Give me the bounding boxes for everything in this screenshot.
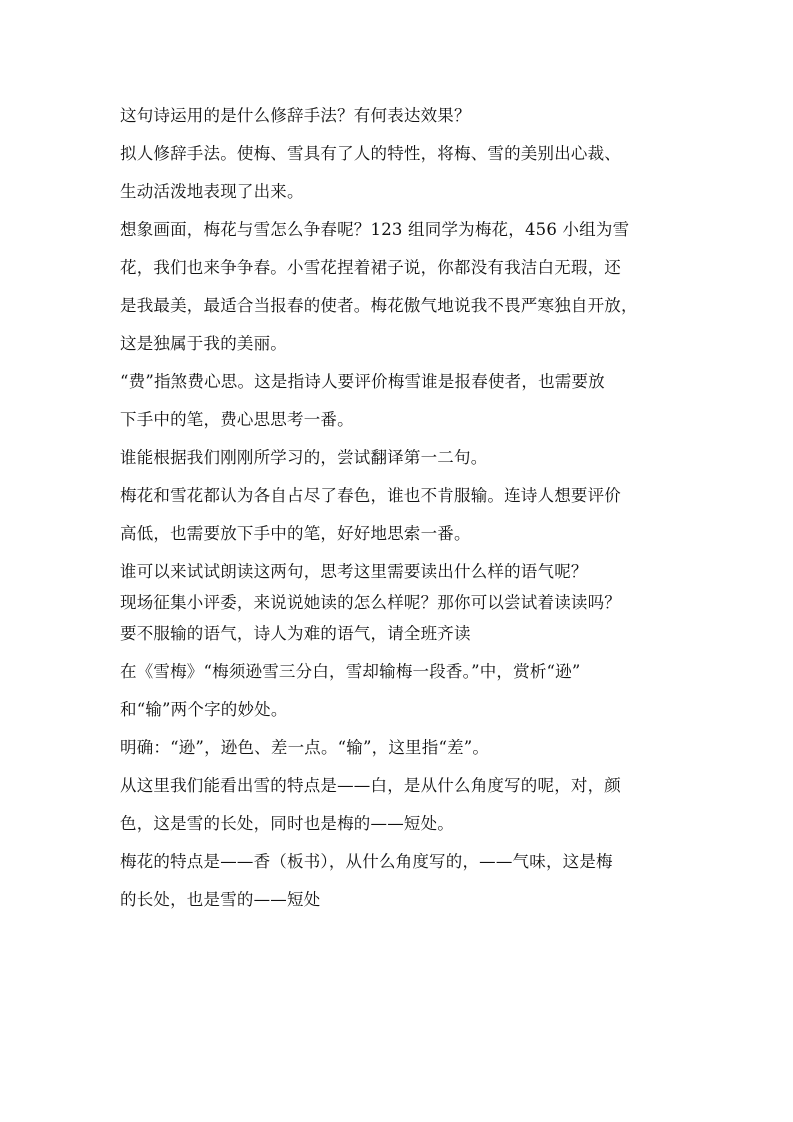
paragraph-line: 谁可以来试试朗读这两句，思考这里需要读出什么样的语气呢？: [120, 562, 588, 581]
paragraph-line: 高低，也需要放下手中的笔，好好地思索一番。: [120, 524, 471, 543]
paragraph-line: 是我最美，最适合当报春的使者。梅花傲气地说我不畏严寒独自开放，: [120, 296, 638, 315]
paragraph-line: 花，我们也来争争春。小雪花捏着裙子说，你都没有我洁白无瑕，还: [120, 258, 621, 277]
paragraph-line: 在《雪梅》“梅须逊雪三分白，雪却输梅一段香。”中，赏析“逊”: [120, 662, 581, 681]
paragraph-line: 的长处，也是雪的——短处: [120, 890, 321, 909]
paragraph-line: 从这里我们能看出雪的特点是——白，是从什么角度写的呢，对，颜: [120, 776, 621, 795]
paragraph-line: 要不服输的语气，诗人为难的语气，请全班齐读: [120, 624, 471, 643]
paragraph-line: 生动活泼地表现了出来。: [120, 182, 304, 201]
paragraph-line: 想象画面，梅花与雪怎么争春呢？123 组同学为梅花，456 小组为雪: [120, 220, 630, 239]
paragraph-line: 拟人修辞手法。使梅、雪具有了人的特性，将梅、雪的美别出心裁、: [120, 144, 621, 163]
paragraph-line: 下手中的笔，费心思思考一番。: [120, 410, 354, 429]
paragraph-line: 梅花的特点是——香（板书），从什么角度写的，——气味，这是梅: [120, 852, 613, 871]
paragraph-line: “费”指煞费心思。这是指诗人要评价梅雪谁是报春使者，也需要放: [120, 372, 605, 391]
paragraph-line: 现场征集小评委，来说说她读的怎么样呢？那你可以尝试着读读吗？: [120, 593, 621, 612]
paragraph-line: 色，这是雪的长处，同时也是梅的——短处。: [120, 814, 454, 833]
paragraph-line: 这句诗运用的是什么修辞手法？有何表达效果？: [120, 106, 471, 125]
paragraph-line: 梅花和雪花都认为各自占尽了春色，谁也不肯服输。连诗人想要评价: [120, 486, 621, 505]
document-body: [120, 102, 676, 924]
paragraph-line: 谁能根据我们刚刚所学习的，尝试翻译第一二句。: [120, 448, 488, 467]
paragraph-line: 明确：“逊”，逊色、差一点。“输”，这里指“差”。: [120, 738, 490, 757]
paragraph-line: 这是独属于我的美丽。: [120, 334, 287, 353]
paragraph-line: 和“输”两个字的妙处。: [120, 700, 288, 719]
